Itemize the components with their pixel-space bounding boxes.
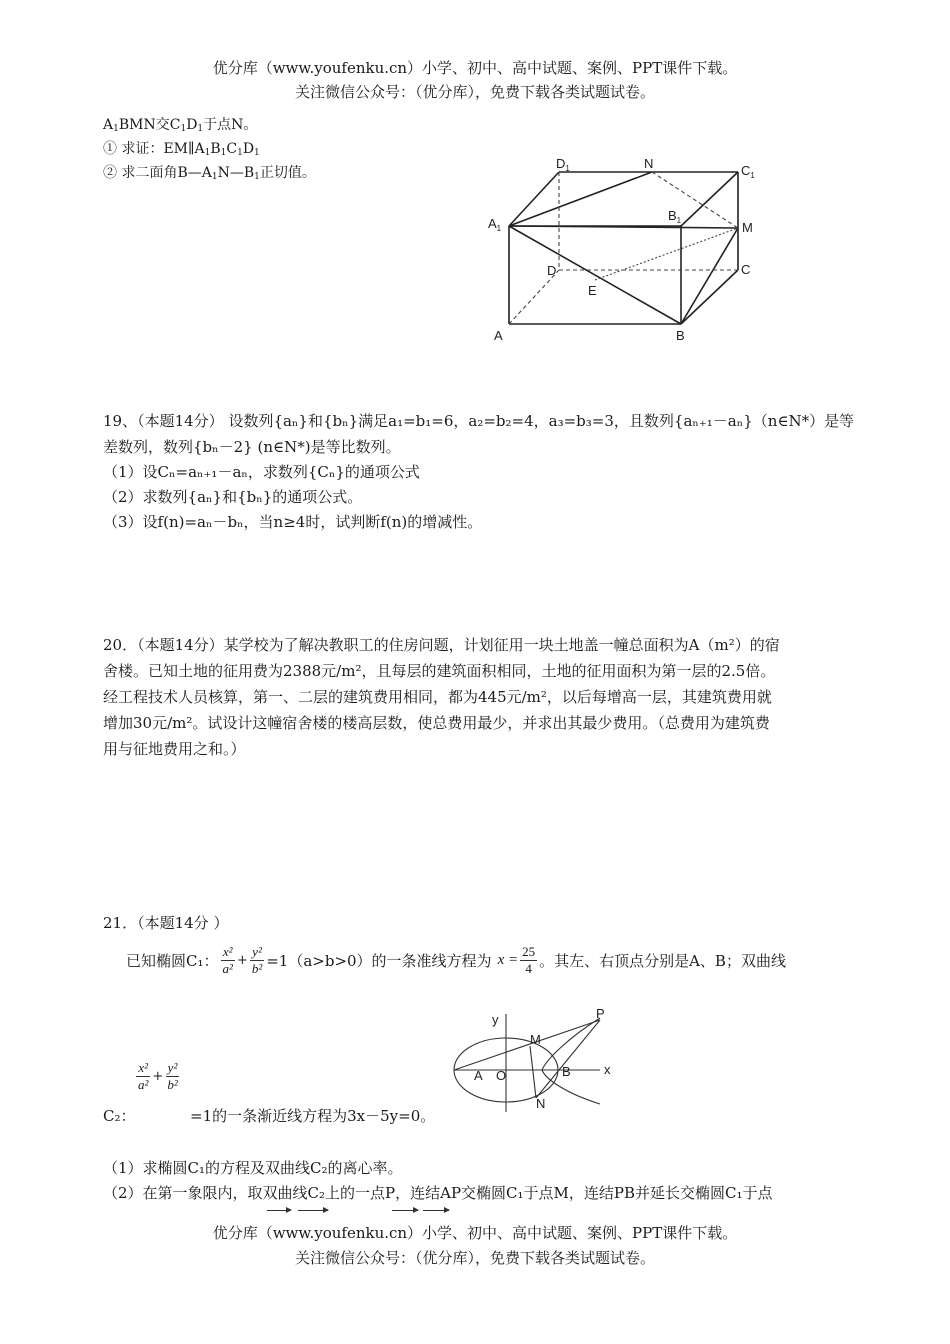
fig-label-y: y xyxy=(492,1012,499,1027)
frac-25-4: $\frac{25}{4}$ xyxy=(522,944,536,976)
q20-line-2: 舍楼。已知土地的征用费为2388元/m²，且每层的建筑面积相同，土地的征用面积为第一层的2.5倍。 xyxy=(103,662,776,680)
q19-part-1: （1）设Cₙ=aₙ₊₁－aₙ，求数列{Cₙ}的通项公式 xyxy=(103,463,420,481)
frac-c2-y2-b2: $\frac{\text{y²}}{\text{b²}}$ xyxy=(167,1060,178,1092)
line-mn xyxy=(530,1046,536,1098)
label-c1: $C_1$ xyxy=(741,163,755,180)
edge-a-d-hidden xyxy=(509,270,559,324)
q19-part-3: （3）设f(n)=aₙ－bₙ，当n≥4时，试判断f(n)的增减性。 xyxy=(103,513,483,531)
fig-label-b: B xyxy=(562,1064,571,1079)
q18-continuation: $A_1BMN$交$C_1D_1$于点N。 xyxy=(103,117,258,134)
prism-figure xyxy=(480,150,770,350)
vector-arrow-2 xyxy=(298,1210,328,1211)
edge-n-m-hidden xyxy=(652,172,738,228)
fig-label-x: x xyxy=(604,1062,611,1077)
frac-y2-b2: $\frac{\text{y²}}{\text{b²}}$ xyxy=(251,944,263,976)
footer-line-1: 优分库（www.youfenku.cn）小学、初中、高中试题、案例、PPT课件下载。 xyxy=(212,1224,738,1242)
label-d1: $D_1$ xyxy=(556,156,570,173)
fig-label-o: O xyxy=(496,1068,507,1083)
vector-arrow-1 xyxy=(267,1210,291,1211)
c2-label: C₂： xyxy=(103,1107,136,1125)
header-line-1: 优分库（www.youfenku.cn）小学、初中、高中试题、案例、PPT课件下载。 xyxy=(212,59,738,77)
plus-sign-c2: + xyxy=(152,1069,164,1084)
q21-intro-line xyxy=(126,944,786,977)
label-m: M xyxy=(742,220,753,235)
label-n: N xyxy=(644,156,654,171)
ellipse-hyperbola-figure xyxy=(450,1008,620,1113)
edge-a1-b xyxy=(509,226,681,324)
fig-label-a: A xyxy=(474,1068,483,1083)
q20-line-5: 用与征地费用之和。） xyxy=(103,740,246,758)
q21-part-1: （1）求椭圆C₁的方程及双曲线C₂的离心率。 xyxy=(103,1159,403,1177)
edge-c1-b1 xyxy=(681,172,738,226)
c2-fractions xyxy=(134,1060,182,1093)
label-b: B xyxy=(676,328,685,343)
frac-x2-a2: $\frac{\text{x²}}{\text{a²}}$ xyxy=(222,944,233,976)
q20-line-4: 增加30元/m²。试设计这幢宿舍楼的楼高层数，使总费用最少，并求出其最少费用。（总费用为建筑费 xyxy=(103,714,770,732)
q19-part-2: （2）求数列{aₙ}和{bₙ}的通项公式。 xyxy=(103,488,363,506)
label-b1: $B_1$ xyxy=(668,208,682,225)
q21-intro: 已知椭圆C₁： xyxy=(126,952,219,970)
q21-intro-tail: 。其左、右顶点分别是A、B；双曲线 xyxy=(539,952,786,970)
edge-a1-d1 xyxy=(509,172,559,226)
label-a1: $A_1$ xyxy=(488,216,502,233)
edge-b-c xyxy=(681,270,738,324)
edge-a1-n xyxy=(509,172,652,226)
fig-label-m: M xyxy=(530,1032,541,1047)
q21-eq-rest: =1（a>b>0）的一条准线方程为 xyxy=(266,952,492,970)
label-c: C xyxy=(741,262,751,277)
q18-part-1: ① 求证：$EM\parallel A_1B_1C_1D_1$ xyxy=(103,141,260,158)
q21-title: 21．（本题14分 ） xyxy=(103,914,229,932)
vector-arrow-4 xyxy=(423,1210,449,1211)
vector-arrow-3 xyxy=(392,1210,418,1211)
q19-line-1: 19、（本题14分） 设数列{aₙ}和{bₙ}满足a₁=b₁=6，a₂=b₂=4，a₃=b₃=3，且数列{aₙ₊₁－aₙ}（n∈N*）是等 xyxy=(103,412,855,430)
q21-part-2: （2）在第一象限内，取双曲线C₂上的一点P，连结AP交椭圆C₁于点M，连结PB并延长交椭圆C₁于点 xyxy=(103,1184,773,1202)
fig-label-p: P xyxy=(596,1008,605,1021)
line-pb xyxy=(536,1020,600,1098)
plus-sign: + xyxy=(236,953,248,968)
q20-line-1: 20．（本题14分）某学校为了解决教职工的住房问题，计划征用一块土地盖一幢总面积为A（m²）的宿 xyxy=(103,636,780,654)
fig-label-n: N xyxy=(536,1096,546,1111)
edge-b-m xyxy=(681,228,738,324)
directrix-x: x = xyxy=(497,952,519,968)
q19-line-2: 差数列，数列{bₙ－2} (n∈N*)是等比数列。 xyxy=(103,438,401,456)
header-line-2: 关注微信公众号：（优分库），免费下载各类试题试卷。 xyxy=(294,83,655,101)
segment-e-m xyxy=(595,228,738,280)
q20-line-3: 经工程技术人员核算，第一、二层的建筑费用相同，都为445元/m²，以后每增高一层，其建筑费用就 xyxy=(103,688,772,706)
label-d: D xyxy=(547,263,557,278)
footer-line-2: 关注微信公众号：（优分库），免费下载各类试题试卷。 xyxy=(294,1249,655,1267)
q18-part-2: ② 求二面角$B—A_1N—B_1$正切值。 xyxy=(103,165,316,182)
label-e: E xyxy=(588,283,597,298)
line-ap xyxy=(454,1020,600,1070)
edge-a1-m xyxy=(509,226,738,228)
frac-c2-x2-a2: $\frac{\text{x²}}{\text{a²}}$ xyxy=(138,1060,149,1092)
label-a: A xyxy=(494,328,503,343)
c2-rest: =1的一条渐近线方程为3x－5y=0。 xyxy=(190,1107,436,1125)
